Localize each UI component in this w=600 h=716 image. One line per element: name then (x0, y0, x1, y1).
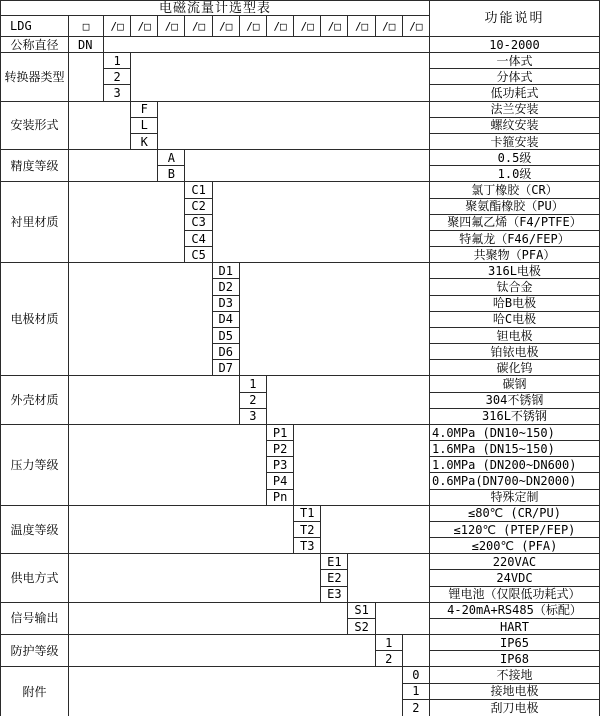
empty-cell (69, 554, 321, 603)
function-cell: 1.6MPa (DN15~150) (430, 441, 600, 457)
category-label-liner: 衬里材质 (1, 182, 69, 263)
code-cell: E1 (321, 554, 348, 570)
code-cell: 2 (104, 69, 131, 85)
code-cell: 1 (240, 376, 267, 392)
code-cell: 2 (376, 651, 403, 667)
code-cell: 0 (403, 667, 430, 683)
function-cell: 0.6MPa(DN700~DN2000) (430, 473, 600, 489)
code-slot-6: /□ (240, 16, 267, 37)
function-cell: 接地电极 (430, 684, 600, 700)
empty-cell (376, 603, 430, 635)
category-label-protection: 防护等级 (1, 635, 69, 667)
category-label-dn: 公称直径 (1, 37, 69, 53)
category-label-temperature: 温度等级 (1, 506, 69, 555)
function-cell: 316L电极 (430, 263, 600, 279)
empty-cell (321, 506, 430, 555)
code-cell: C2 (185, 199, 212, 215)
function-cell: 刮刀电极 (430, 700, 600, 716)
function-cell: 特氟龙（F46/FEP） (430, 231, 600, 247)
function-cell: 钛合金 (430, 279, 600, 295)
empty-cell (69, 635, 376, 667)
empty-cell (213, 182, 430, 263)
function-cell: IP65 (430, 635, 600, 651)
table-title: 电磁流量计选型表 (1, 1, 430, 16)
empty-cell (294, 425, 430, 506)
function-cell: 共聚物（PFA） (430, 247, 600, 263)
function-cell: 铂铱电极 (430, 344, 600, 360)
code-cell: D5 (213, 328, 240, 344)
code-cell: F (131, 102, 158, 118)
code-cell: D4 (213, 312, 240, 328)
function-cell: 4-20mA+RS485（标配） (430, 603, 600, 619)
empty-cell (403, 635, 430, 667)
empty-cell (104, 37, 430, 53)
function-cell: 哈B电极 (430, 296, 600, 312)
function-cell: 螺纹安装 (430, 118, 600, 134)
code-cell: D3 (213, 296, 240, 312)
code-cell: C1 (185, 182, 212, 198)
code-slot-1: /□ (104, 16, 131, 37)
code-cell: P1 (267, 425, 294, 441)
code-cell: E3 (321, 587, 348, 603)
function-cell: ≤80℃ (CR/PU) (430, 506, 600, 522)
empty-cell (69, 150, 158, 182)
code-cell: 1 (104, 53, 131, 69)
function-cell: 304不锈钢 (430, 393, 600, 409)
function-cell: 聚氨酯橡胶（PU） (430, 199, 600, 215)
model-prefix: LDG (1, 16, 69, 37)
code-cell: T1 (294, 506, 321, 522)
code-cell: 2 (240, 393, 267, 409)
function-cell: 法兰安装 (430, 102, 600, 118)
code-cell: D1 (213, 263, 240, 279)
function-cell: 1.0级 (430, 166, 600, 182)
code-cell: A (158, 150, 185, 166)
function-cell: 一体式 (430, 53, 600, 69)
empty-cell (185, 150, 430, 182)
code-cell: P4 (267, 473, 294, 489)
code-cell: 3 (104, 85, 131, 101)
empty-cell (69, 376, 240, 425)
code-cell: 3 (240, 409, 267, 425)
function-cell: ≤200℃ (PFA) (430, 538, 600, 554)
function-cell: 24VDC (430, 570, 600, 586)
code-slot-3: /□ (158, 16, 185, 37)
empty-cell (348, 554, 430, 603)
code-cell: S2 (348, 619, 375, 635)
empty-cell (69, 425, 267, 506)
empty-cell (69, 53, 104, 102)
function-cell: HART (430, 619, 600, 635)
code-cell: C5 (185, 247, 212, 263)
empty-cell (69, 603, 348, 635)
function-cell: 钽电极 (430, 328, 600, 344)
function-cell: 卡箍安装 (430, 134, 600, 150)
function-cell: 锂电池（仅限低功耗式） (430, 587, 600, 603)
empty-cell (240, 263, 430, 376)
code-cell: P2 (267, 441, 294, 457)
code-cell: D2 (213, 279, 240, 295)
code-cell: S1 (348, 603, 375, 619)
function-cell: 1.0MPa (DN200~DN600) (430, 457, 600, 473)
code-cell: B (158, 166, 185, 182)
code-slot-2: /□ (131, 16, 158, 37)
code-cell: P3 (267, 457, 294, 473)
code-cell: 2 (403, 700, 430, 716)
code-slot-4: /□ (185, 16, 212, 37)
function-cell: 0.5级 (430, 150, 600, 166)
category-label-pressure: 压力等级 (1, 425, 69, 506)
code-cell: D6 (213, 344, 240, 360)
function-cell: 聚四氟乙烯（F4/PTFE） (430, 215, 600, 231)
code-cell: 1 (403, 684, 430, 700)
function-cell: 特殊定制 (430, 490, 600, 506)
function-cell: IP68 (430, 651, 600, 667)
code-slot-12: /□ (403, 16, 430, 37)
function-cell: 分体式 (430, 69, 600, 85)
function-cell: 316L不锈钢 (430, 409, 600, 425)
category-label-electrode: 电极材质 (1, 263, 69, 376)
code-slot-9: /□ (321, 16, 348, 37)
code-cell: D7 (213, 360, 240, 376)
code-cell: C3 (185, 215, 212, 231)
code-cell: E2 (321, 570, 348, 586)
code-cell: DN (69, 37, 104, 53)
function-cell: ≤120℃ (PTEP/FEP) (430, 522, 600, 538)
empty-cell (69, 263, 213, 376)
code-slot-5: /□ (213, 16, 240, 37)
category-label-mounting: 安装形式 (1, 102, 69, 151)
function-cell: 氯丁橡胶（CR） (430, 182, 600, 198)
function-cell: 碳化钨 (430, 360, 600, 376)
empty-cell (267, 376, 430, 425)
code-cell: Pn (267, 490, 294, 506)
empty-cell (69, 102, 131, 151)
code-slot-10: /□ (348, 16, 375, 37)
category-label-converter: 转换器类型 (1, 53, 69, 102)
category-label-accessories: 附件 (1, 667, 69, 716)
category-label-signal: 信号输出 (1, 603, 69, 635)
code-cell: T2 (294, 522, 321, 538)
code-cell: K (131, 134, 158, 150)
code-box: □ (69, 16, 104, 37)
empty-cell (131, 53, 430, 102)
code-cell: T3 (294, 538, 321, 554)
empty-cell (158, 102, 430, 151)
empty-cell (69, 667, 403, 716)
code-cell: 1 (376, 635, 403, 651)
code-cell: L (131, 118, 158, 134)
code-slot-11: /□ (376, 16, 403, 37)
function-cell: 低功耗式 (430, 85, 600, 101)
function-cell: 10-2000 (430, 37, 600, 53)
function-cell: 碳钢 (430, 376, 600, 392)
function-cell: 220VAC (430, 554, 600, 570)
code-slot-8: /□ (294, 16, 321, 37)
code-slot-7: /□ (267, 16, 294, 37)
empty-cell (69, 506, 294, 555)
category-label-housing: 外壳材质 (1, 376, 69, 425)
function-cell: 4.0MPa (DN10~150) (430, 425, 600, 441)
empty-cell (69, 182, 185, 263)
function-cell: 哈C电极 (430, 312, 600, 328)
code-cell: C4 (185, 231, 212, 247)
category-label-accuracy: 精度等级 (1, 150, 69, 182)
function-column-header: 功能说明 (430, 1, 600, 37)
function-cell: 不接地 (430, 667, 600, 683)
category-label-power: 供电方式 (1, 554, 69, 603)
